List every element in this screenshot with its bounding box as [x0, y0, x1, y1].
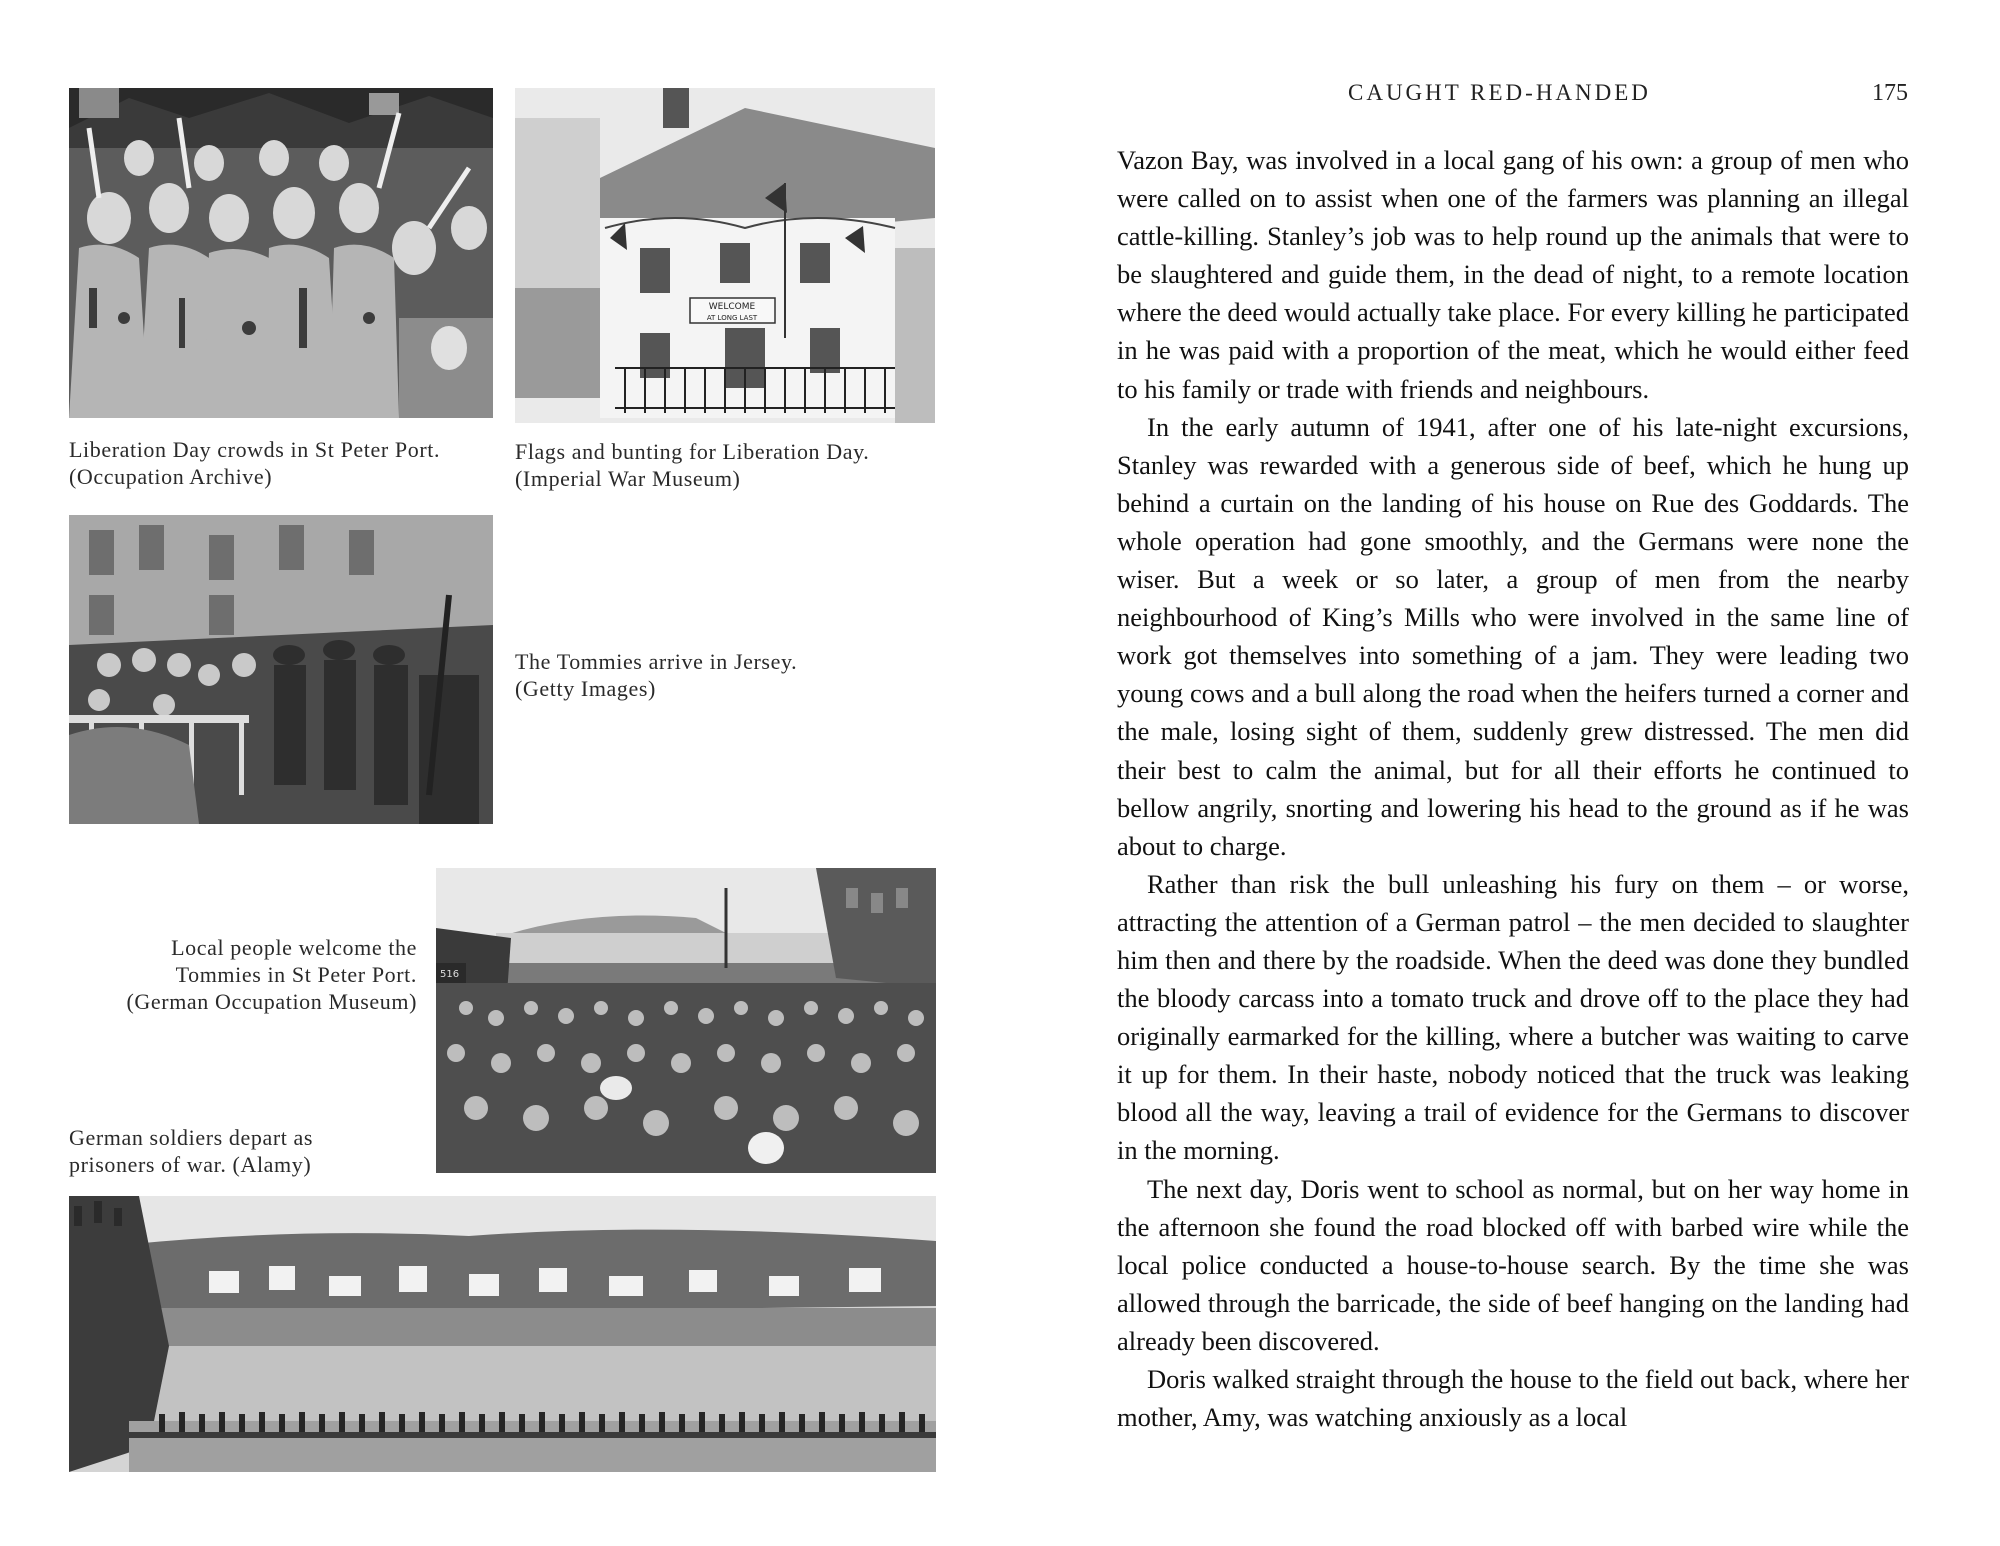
caption-credit: (Imperial War Museum) — [515, 466, 741, 491]
caption-credit: (Getty Images) — [515, 676, 656, 701]
paragraph: In the early autumn of 1941, after one of his late-night excursions, Stanley was rewarded with a generous side of beef, which he hung up behind a curtain on the landing of his house on Rue des Goddards. The whole operation had gone smoothly, and the Germans were none the wiser. But a week or so later, a group of men from the nearby neighbourhood of King’s Mills who were involved in the same line of work got themselves into something of a jam. They were leading two young cows and a bull along the road when the heifers turned a corner and the male, losing sight of them, suddenly grew distressed. The men did their best to calm the animal, but for all their efforts he continued to bellow angrily, snorting and lowering his head to the ground as if he was about to charge. — [1117, 411, 1909, 861]
caption-credit: prisoners of war. (Alamy) — [69, 1152, 312, 1177]
caption-credit: (Occupation Archive) — [69, 464, 273, 489]
caption-welcome-tommies — [69, 934, 417, 1015]
photo-tommies-jersey — [69, 515, 493, 824]
caption-line: The Tommies arrive in Jersey. — [515, 649, 798, 674]
caption-flags-bunting — [515, 438, 935, 492]
paragraph: Rather than risk the bull unleashing his fury on them – or worse, attracting the attention of a German patrol – the men decided to slaughter him then and there by the roadside. When the deed was done they bundled the bloody carcass into a tomato truck and drove off to the place they had originally earmarked for the killing, where a butcher was waiting to carve it up for them. In their haste, nobody noticed that the truck was leaking blood all the way, leaving a trail of evidence for the Germans to discover in the morning. — [1117, 868, 1909, 1166]
page-number: 175 — [1872, 80, 1908, 106]
hull-number: 516 — [440, 969, 460, 980]
paragraph: The next day, Doris went to school as normal, but on her way home in the afternoon she found the road blocked off with barbed wire while the local police conducted a house-to-house search. By the time she was allowed through the barricade, the side of beef hanging on the landing had already been discovered. — [1117, 1173, 1909, 1356]
sign-at-long-last: AT LONG LAST — [706, 314, 758, 322]
caption-line: Local people welcome the — [171, 935, 417, 960]
caption-line: Flags and bunting for Liberation Day. — [515, 439, 870, 464]
sign-welcome: WELCOME — [708, 302, 756, 312]
running-title: CAUGHT RED-HANDED — [1348, 80, 1651, 105]
caption-credit: (German Occupation Museum) — [126, 989, 417, 1014]
caption-tommies-jersey — [515, 648, 935, 702]
paragraph: Doris walked straight through the house to the field out back, where her mother, Amy, was watching anxiously as a local — [1117, 1364, 1909, 1433]
caption-line: German soldiers depart as — [69, 1125, 314, 1150]
caption-line: Liberation Day crowds in St Peter Port. — [69, 437, 441, 462]
body-text — [1117, 141, 1909, 1436]
paragraph: Vazon Bay, was involved in a local gang of his own: a group of men who were called on to assist when one of the farmers was planning an illegal cattle-killing. Stanley’s job was to help round up the animals that were to be slaughtered and guide them, in the dead of night, to a remote location where the deed would actually take place. For every killing he participated in he was paid with a proportion of the meat, which he would either feed to his family or trade with friends and neighbours. — [1117, 145, 1909, 404]
caption-liberation-crowds — [69, 436, 489, 490]
photo-welcome-tommies — [436, 868, 936, 1173]
photo-german-soldiers — [69, 1196, 936, 1472]
caption-german-soldiers — [69, 1124, 369, 1178]
photo-flags-bunting — [515, 88, 935, 423]
photo-liberation-crowds — [69, 88, 493, 418]
caption-line: Tommies in St Peter Port. — [175, 962, 417, 987]
